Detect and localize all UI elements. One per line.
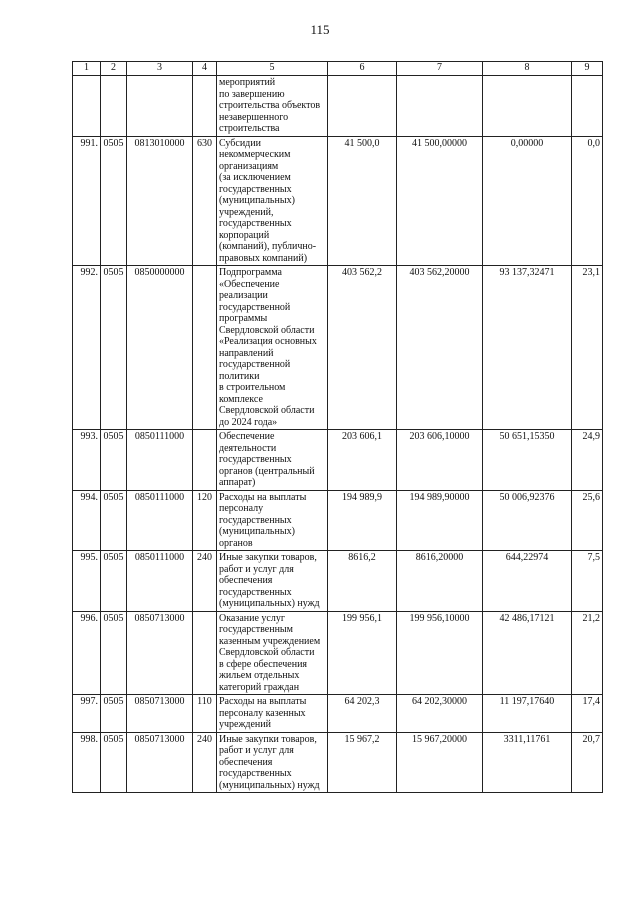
- section-code: 0505: [101, 136, 127, 266]
- expense-type-code: [193, 266, 217, 430]
- refined-amount: 64 202,30000: [397, 695, 483, 733]
- execution-percent: 21,2: [572, 611, 603, 695]
- section-code: 0505: [101, 430, 127, 491]
- row-number: 992.: [73, 266, 101, 430]
- header-col-8: 8: [483, 62, 572, 76]
- execution-percent: [572, 76, 603, 137]
- item-name: Обеспечение деятельности государственных органов (центральный аппарат): [217, 430, 328, 491]
- executed-amount: 50 006,92376: [483, 490, 572, 551]
- execution-percent: 23,1: [572, 266, 603, 430]
- refined-amount: 194 989,90000: [397, 490, 483, 551]
- header-col-5: 5: [217, 62, 328, 76]
- executed-amount: 3311,11761: [483, 732, 572, 793]
- table-row: [73, 490, 603, 551]
- expense-type-code: 630: [193, 136, 217, 266]
- header-row: [73, 62, 603, 76]
- header-col-7: 7: [397, 62, 483, 76]
- target-article-code: 0813010000: [127, 136, 193, 266]
- executed-amount: 644,22974: [483, 551, 572, 612]
- row-number: 991.: [73, 136, 101, 266]
- table-row: [73, 76, 603, 137]
- executed-amount: 50 651,15350: [483, 430, 572, 491]
- executed-amount: 11 197,17640: [483, 695, 572, 733]
- section-code: 0505: [101, 266, 127, 430]
- table-row: [73, 732, 603, 793]
- header-col-3: 3: [127, 62, 193, 76]
- approved-amount: 199 956,1: [328, 611, 397, 695]
- approved-amount: 15 967,2: [328, 732, 397, 793]
- section-code: [101, 76, 127, 137]
- target-article-code: 0850713000: [127, 611, 193, 695]
- page-number: 115: [310, 22, 330, 37]
- executed-amount: 42 486,17121: [483, 611, 572, 695]
- expense-type-code: 240: [193, 732, 217, 793]
- executed-amount: 93 137,32471: [483, 266, 572, 430]
- table-body: [73, 76, 603, 793]
- item-name: Расходы на выплаты персоналу государственных (муниципальных) органов: [217, 490, 328, 551]
- target-article-code: 0850713000: [127, 695, 193, 733]
- execution-percent: 25,6: [572, 490, 603, 551]
- approved-amount: 403 562,2: [328, 266, 397, 430]
- approved-amount: [328, 76, 397, 137]
- execution-percent: 17,4: [572, 695, 603, 733]
- budget-table: [72, 61, 603, 793]
- header-col-4: 4: [193, 62, 217, 76]
- header-col-2: 2: [101, 62, 127, 76]
- table-row: [73, 430, 603, 491]
- header-col-6: 6: [328, 62, 397, 76]
- execution-percent: 20,7: [572, 732, 603, 793]
- item-name: Субсидии некоммерческим организациям (за исключением государственных (муниципальных) учреждений, государственных корпораций (компаний), публично- правовых компаний): [217, 136, 328, 266]
- expense-type-code: [193, 430, 217, 491]
- item-name: Иные закупки товаров, работ и услуг для обеспечения государственных (муниципальных) нужд: [217, 732, 328, 793]
- row-number: [73, 76, 101, 137]
- refined-amount: 15 967,20000: [397, 732, 483, 793]
- refined-amount: 199 956,10000: [397, 611, 483, 695]
- expense-type-code: 110: [193, 695, 217, 733]
- item-name: Иные закупки товаров, работ и услуг для обеспечения государственных (муниципальных) нужд: [217, 551, 328, 612]
- approved-amount: 194 989,9: [328, 490, 397, 551]
- execution-percent: 7,5: [572, 551, 603, 612]
- row-number: 995.: [73, 551, 101, 612]
- table-row: [73, 266, 603, 430]
- table-header: [73, 62, 603, 76]
- target-article-code: [127, 76, 193, 137]
- execution-percent: 0,0: [572, 136, 603, 266]
- approved-amount: 8616,2: [328, 551, 397, 612]
- executed-amount: 0,00000: [483, 136, 572, 266]
- target-article-code: 0850713000: [127, 732, 193, 793]
- executed-amount: [483, 76, 572, 137]
- row-number: 994.: [73, 490, 101, 551]
- refined-amount: 403 562,20000: [397, 266, 483, 430]
- expense-type-code: 120: [193, 490, 217, 551]
- section-code: 0505: [101, 695, 127, 733]
- target-article-code: 0850000000: [127, 266, 193, 430]
- item-name: мероприятий по завершению строительства объектов незавершенного строительства: [217, 76, 328, 137]
- table-row: [73, 136, 603, 266]
- execution-percent: 24,9: [572, 430, 603, 491]
- item-name: Расходы на выплаты персоналу казенных учреждений: [217, 695, 328, 733]
- header-col-1: 1: [73, 62, 101, 76]
- expense-type-code: [193, 76, 217, 137]
- item-name: Подпрограмма «Обеспечение реализации государственной программы Свердловской области «Реализация основных направлений государственной политики в строительном комплексе Свердловской области до 2024 года»: [217, 266, 328, 430]
- table-row: [73, 695, 603, 733]
- refined-amount: 8616,20000: [397, 551, 483, 612]
- header-col-9: 9: [572, 62, 603, 76]
- target-article-code: 0850111000: [127, 430, 193, 491]
- section-code: 0505: [101, 551, 127, 612]
- refined-amount: 41 500,00000: [397, 136, 483, 266]
- item-name: Оказание услуг государственным казенным учреждением Свердловской области в сфере обеспечения жильем отдельных категорий граждан: [217, 611, 328, 695]
- row-number: 997.: [73, 695, 101, 733]
- row-number: 993.: [73, 430, 101, 491]
- approved-amount: 41 500,0: [328, 136, 397, 266]
- section-code: 0505: [101, 490, 127, 551]
- row-number: 996.: [73, 611, 101, 695]
- expense-type-code: [193, 611, 217, 695]
- section-code: 0505: [101, 611, 127, 695]
- section-code: 0505: [101, 732, 127, 793]
- refined-amount: [397, 76, 483, 137]
- row-number: 998.: [73, 732, 101, 793]
- target-article-code: 0850111000: [127, 490, 193, 551]
- approved-amount: 203 606,1: [328, 430, 397, 491]
- approved-amount: 64 202,3: [328, 695, 397, 733]
- expense-type-code: 240: [193, 551, 217, 612]
- table-row: [73, 611, 603, 695]
- refined-amount: 203 606,10000: [397, 430, 483, 491]
- target-article-code: 0850111000: [127, 551, 193, 612]
- table-row: [73, 551, 603, 612]
